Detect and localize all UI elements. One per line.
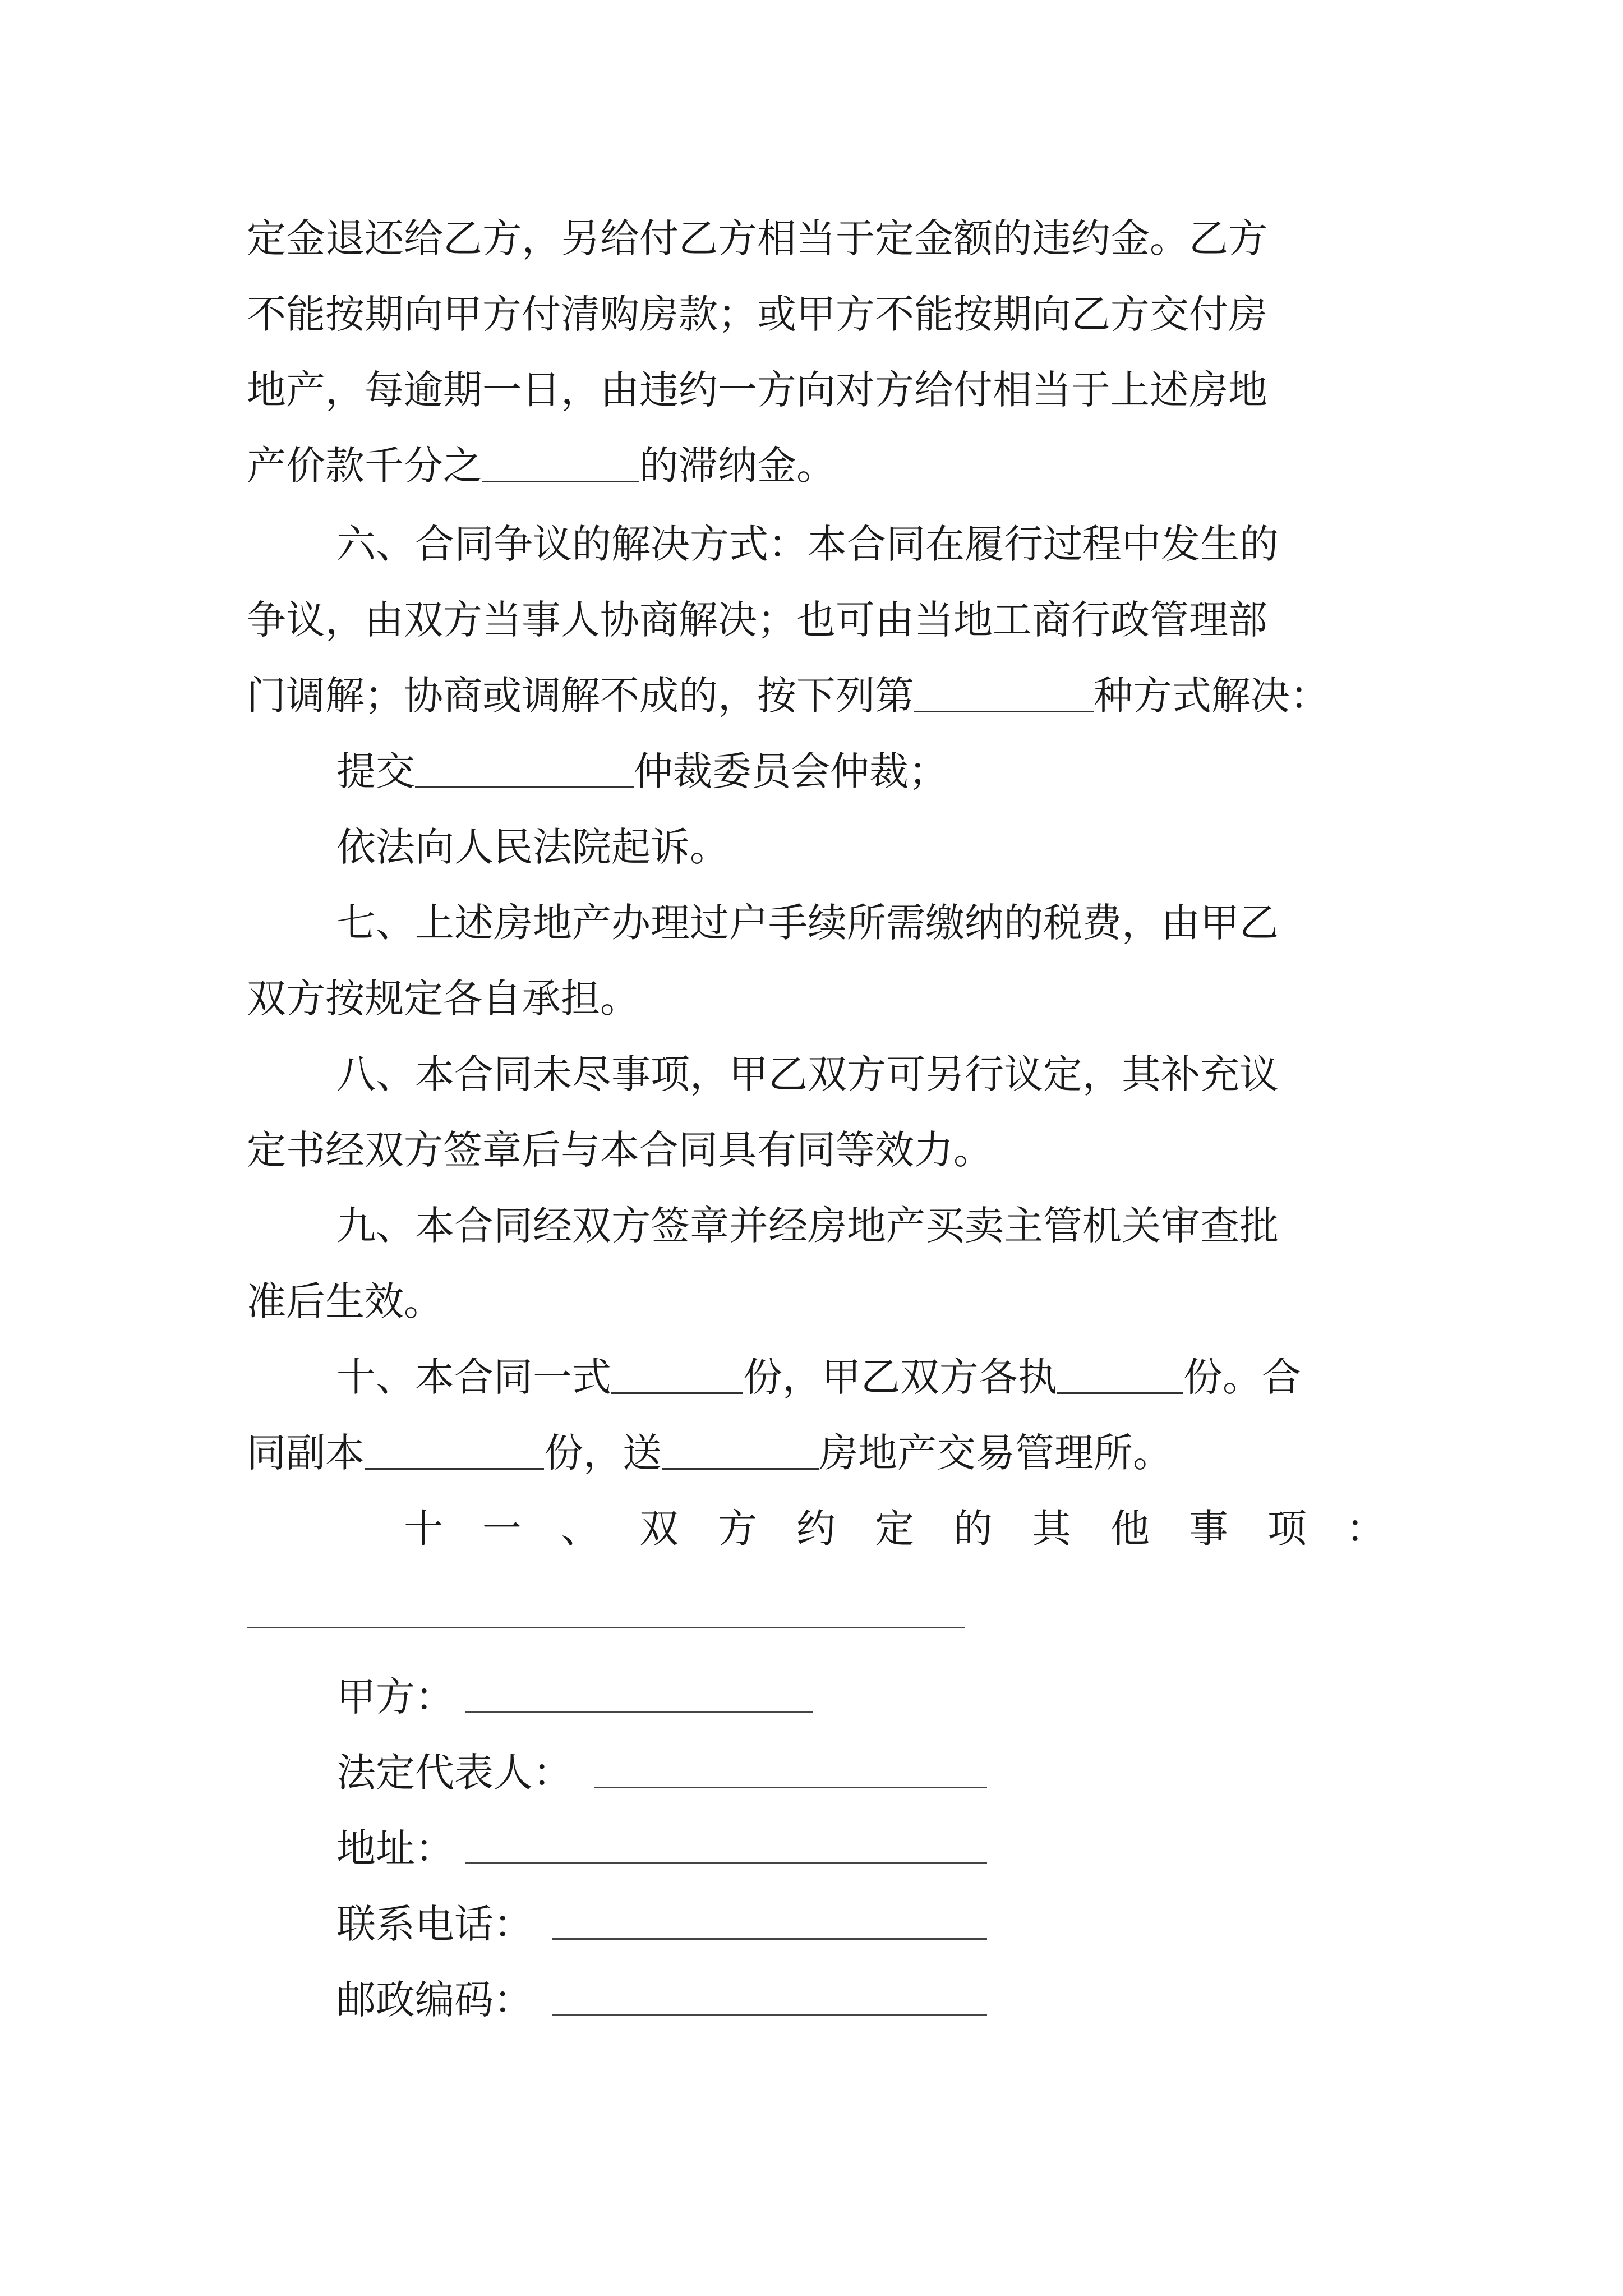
char: 其 (1032, 1506, 1071, 1552)
text-line (247, 597, 1267, 643)
text: 地产，每逾期一日，由违约一方向对方给付相当于上述房地 (247, 367, 1267, 413)
char: 双 (639, 1506, 679, 1552)
char: 一 (482, 1506, 522, 1552)
char: 事 (1189, 1506, 1228, 1552)
text: 份。合 (1183, 1354, 1301, 1400)
text-line (247, 367, 1267, 413)
text: 依法向人民法院起诉。 (336, 824, 729, 870)
fill-blank[interactable] (482, 447, 639, 482)
party-a-label (336, 1674, 454, 1720)
text: 邮政编码： (336, 1977, 533, 2023)
text: 定书经双方签章后与本合同具有同等效力。 (247, 1127, 993, 1173)
char: 十 (404, 1506, 443, 1552)
text-line (247, 976, 639, 1022)
text: 产价款千分之 (247, 443, 482, 489)
text: 份，送 (544, 1430, 662, 1476)
text: 提交 (336, 748, 415, 794)
text: 双方按规定各自承担。 (247, 976, 639, 1022)
text-line (247, 291, 1267, 337)
other-matters-blank[interactable] (247, 1627, 965, 1628)
text: 不能按期向甲方付清购房款；或甲方不能按期向乙方交付房 (247, 291, 1267, 337)
clause-8-heading (336, 1051, 1279, 1097)
text: 联系电话： (336, 1901, 533, 1947)
clause-11-heading (404, 1506, 1385, 1552)
char: 项 (1267, 1506, 1307, 1552)
text: 地址： (336, 1825, 454, 1871)
fill-blank[interactable] (611, 1359, 743, 1394)
text: 门调解；协商或调解不成的，按下列第 (247, 673, 914, 719)
char: 他 (1110, 1506, 1150, 1552)
text: 的滞纳金。 (639, 443, 836, 489)
text: 甲方： (336, 1674, 454, 1720)
postcode-label (336, 1977, 533, 2023)
party-a-field[interactable] (465, 1711, 813, 1713)
clause-10-heading (336, 1354, 1301, 1400)
text-line (247, 1278, 443, 1324)
text: 六、合同争议的解决方式：本合同在履行过程中发生的 (336, 521, 1279, 567)
address-field[interactable] (465, 1862, 987, 1864)
text: 准后生效。 (247, 1278, 443, 1324)
fill-blank[interactable] (914, 677, 1094, 712)
postcode-field[interactable] (552, 2014, 987, 2016)
char: 定 (875, 1506, 914, 1552)
address-label (336, 1825, 454, 1871)
text-line (247, 1127, 993, 1173)
text-line (336, 824, 729, 870)
char: 的 (953, 1506, 993, 1552)
text: 十、本合同一式 (336, 1354, 611, 1400)
clause-9-heading (336, 1203, 1279, 1249)
text: 九、本合同经双方签章并经房地产买卖主管机关审查批 (336, 1203, 1279, 1249)
fill-blank[interactable] (662, 1434, 819, 1470)
phone-field[interactable] (552, 1938, 987, 1940)
fill-blank[interactable] (415, 753, 634, 788)
text: 同副本 (247, 1430, 365, 1476)
text-line (336, 748, 948, 794)
text-line (247, 215, 1267, 261)
legal-rep-label (336, 1750, 572, 1796)
legal-rep-field[interactable] (594, 1787, 987, 1788)
text: 份，甲乙双方各执 (743, 1354, 1057, 1400)
text: 争议，由双方当事人协商解决；也可由当地工商行政管理部 (247, 597, 1267, 643)
text: 八、本合同未尽事项，甲乙双方可另行议定，其补充议 (336, 1051, 1279, 1097)
phone-label (336, 1901, 533, 1947)
text-line (247, 1430, 1172, 1476)
text-line (247, 673, 1329, 719)
char: 、 (561, 1506, 600, 1552)
clause-7-heading (336, 900, 1279, 946)
text: 仲裁委员会仲裁； (634, 748, 948, 794)
char: ： (1346, 1506, 1385, 1552)
text: 法定代表人： (336, 1750, 572, 1796)
text-line (247, 443, 836, 489)
fill-blank[interactable] (1057, 1359, 1183, 1394)
char: 约 (796, 1506, 836, 1552)
clause-6-heading (336, 521, 1279, 567)
text: 七、上述房地产办理过户手续所需缴纳的税费，由甲乙 (336, 900, 1279, 946)
char: 方 (718, 1506, 757, 1552)
text: 房地产交易管理所。 (819, 1430, 1172, 1476)
fill-blank[interactable] (365, 1434, 544, 1470)
text: 定金退还给乙方，另给付乙方相当于定金额的违约金。乙方 (247, 215, 1267, 261)
text: 种方式解决： (1094, 673, 1329, 719)
